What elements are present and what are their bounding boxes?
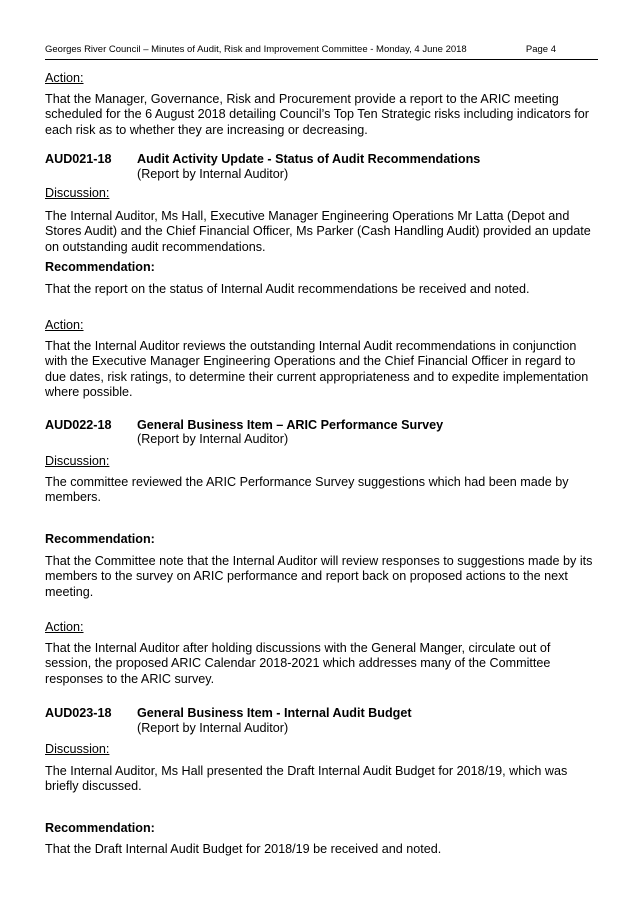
header-title: Georges River Council – Minutes of Audit, Risk and Improvement Committee - Monday, 4 June 2018 bbox=[45, 44, 467, 55]
item-title: General Business Item – ARIC Performance Survey bbox=[137, 418, 444, 432]
recommendation-label: Recommendation: bbox=[45, 532, 155, 546]
action-text: That the Internal Auditor after holding discussions with the General Manger, circulate out of session, the proposed ARIC Calendar 2018-2021 which addresses many of the Committee responses to the ARIC survey. bbox=[45, 641, 551, 686]
action-label: Action: bbox=[45, 620, 84, 634]
recommendation-text: That the Committee note that the Internal Auditor will review responses to suggestions made by its members to the survey on ARIC performance and report back on proposed actions to the next meeting. bbox=[45, 554, 593, 599]
discussion-text: The committee reviewed the ARIC Performance Survey suggestions which had been made by members. bbox=[45, 475, 569, 505]
item-number: AUD022-18 bbox=[45, 418, 112, 432]
item-title: Audit Activity Update - Status of Audit Recommendations bbox=[137, 152, 481, 166]
item-subtitle: (Report by Internal Auditor) bbox=[137, 167, 289, 181]
discussion-text: The Internal Auditor, Ms Hall, Executive Manager Engineering Operations Mr Latta (Depot and Stores Audit) and the Chief Financial Officer, Ms Parker (Cash Handling Audit) provided an update on outstanding audit recommendations. bbox=[45, 209, 591, 254]
discussion-text: The Internal Auditor, Ms Hall presented the Draft Internal Audit Budget for 2018/19, which was briefly discussed. bbox=[45, 764, 568, 794]
recommendation-label: Recommendation: bbox=[45, 821, 155, 835]
recommendation-text: That the report on the status of Internal Audit recommendations be received and noted. bbox=[45, 282, 530, 296]
action-text: That the Manager, Governance, Risk and Procurement provide a report to the ARIC meeting scheduled for the 6 August 2018 detailing Council’s Top Ten Strategic risks including indicators for each risk as to whether they are increasing or decreasing. bbox=[45, 92, 589, 137]
action-label: Action: bbox=[45, 318, 84, 332]
action-text: That the Internal Auditor reviews the outstanding Internal Audit recommendations in conjunction with the Executive Manager Engineering Operations and the Chief Financial Officer in regard to due dates, risk ratings, to determine their current appropriateness and to expedite implementation where possible. bbox=[45, 339, 589, 400]
page-header bbox=[45, 44, 598, 60]
item-title: General Business Item - Internal Audit Budget bbox=[137, 706, 412, 720]
item-subtitle: (Report by Internal Auditor) bbox=[137, 721, 289, 735]
recommendation-text: That the Draft Internal Audit Budget for 2018/19 be received and noted. bbox=[45, 842, 442, 856]
page-number: Page 4 bbox=[525, 44, 556, 55]
item-number: AUD021-18 bbox=[45, 152, 112, 166]
discussion-label: Discussion: bbox=[45, 742, 110, 756]
recommendation-label: Recommendation: bbox=[45, 260, 155, 274]
discussion-label: Discussion: bbox=[45, 186, 110, 200]
discussion-label: Discussion: bbox=[45, 454, 110, 468]
action-label: Action: bbox=[45, 71, 84, 85]
item-number: AUD023-18 bbox=[45, 706, 112, 720]
item-subtitle: (Report by Internal Auditor) bbox=[137, 432, 289, 446]
